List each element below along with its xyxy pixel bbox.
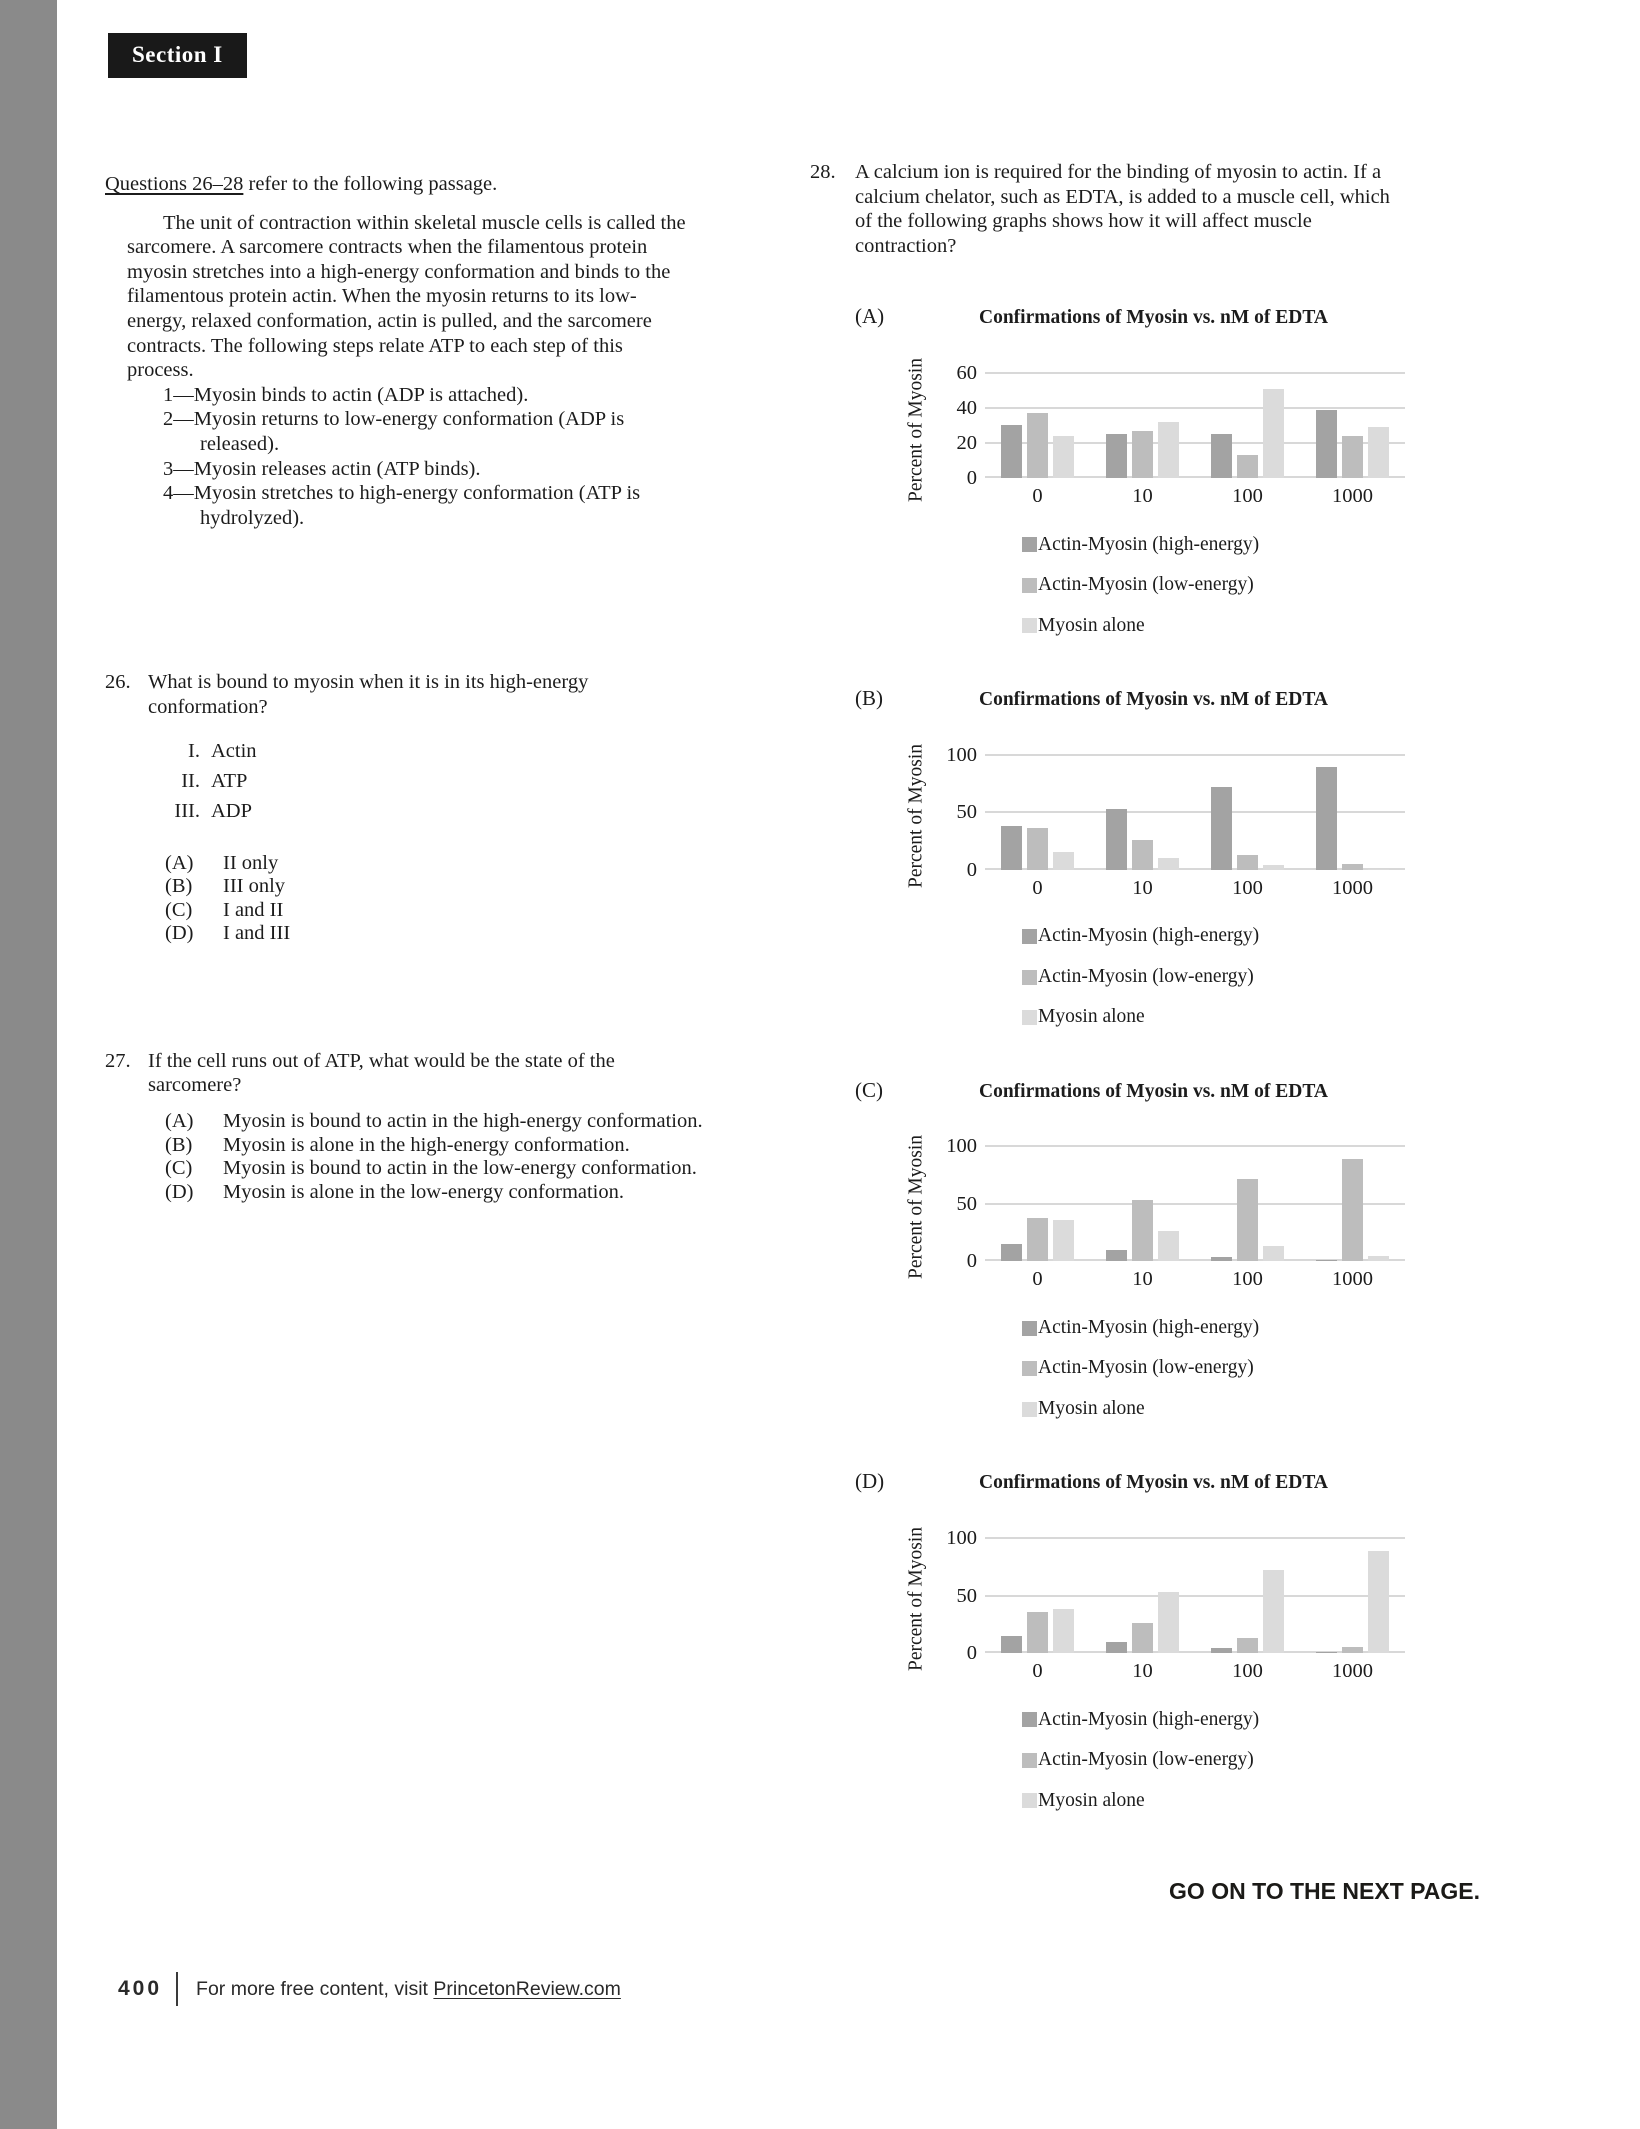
bar-group <box>985 826 1090 870</box>
legend-item <box>1022 997 1482 1038</box>
legend-label: Myosin alone <box>1038 1397 1145 1419</box>
bar <box>1158 422 1179 478</box>
page-edge-strip <box>0 0 57 2129</box>
footer-divider <box>176 1972 178 2006</box>
x-tick-label: 1000 <box>1332 1268 1373 1291</box>
x-tick-label: 0 <box>1032 1660 1043 1683</box>
passage-steps <box>127 383 657 531</box>
answer-options <box>165 1110 767 1204</box>
y-tick-label: 100 <box>946 1527 977 1550</box>
y-tick-label: 50 <box>956 1192 977 1215</box>
bar <box>1316 767 1337 869</box>
chart-legend <box>1022 1700 1482 1822</box>
option-letter: (A) <box>165 1110 194 1133</box>
bar <box>1316 410 1337 478</box>
legend-label: Actin-Myosin (low-energy) <box>1038 1749 1254 1771</box>
bar <box>1106 809 1127 870</box>
bar <box>1211 434 1232 478</box>
bar <box>1053 1609 1074 1653</box>
legend-item <box>1022 565 1482 606</box>
bar <box>1211 1648 1232 1653</box>
x-tick-label: 10 <box>1132 1268 1153 1291</box>
chart-x-labels <box>985 876 1405 901</box>
section-header <box>108 33 247 78</box>
footer-link[interactable]: PrincetonReview.com <box>433 1977 621 2000</box>
question-number: 26. <box>105 671 131 694</box>
chart-x-labels <box>985 1267 1405 1292</box>
questions-range: Questions 26–28 <box>105 173 244 195</box>
bar <box>1001 826 1022 870</box>
passage-step: 3—Myosin releases actin (ATP binds). <box>163 457 481 480</box>
option-letter: (D) <box>165 1180 194 1203</box>
bar <box>1001 1636 1022 1653</box>
chart-legend <box>1022 916 1482 1038</box>
chart-title: Confirmations of Myosin vs. nM of EDTA <box>978 1080 1329 1102</box>
x-tick-label: 10 <box>1132 484 1153 507</box>
chart-legend <box>1022 525 1482 647</box>
legend-swatch <box>1022 1402 1037 1417</box>
chart-x-labels <box>985 1659 1405 1684</box>
answer-option <box>165 899 767 923</box>
answer-options <box>165 852 767 946</box>
bar <box>1342 864 1363 870</box>
bar-group <box>985 1218 1090 1262</box>
roman-item <box>105 796 767 826</box>
answer-option <box>165 922 767 946</box>
chart-y-axis-label: Percent of Myosin <box>905 1135 927 1280</box>
passage-step: 1—Myosin binds to actin (ADP is attached). <box>163 383 529 406</box>
legend-swatch <box>1022 929 1037 944</box>
legend-item <box>1022 957 1482 998</box>
y-tick-label: 100 <box>946 743 977 766</box>
bar <box>1263 865 1284 870</box>
bar <box>1368 1256 1389 1262</box>
answer-charts <box>810 304 1482 1821</box>
bar <box>1368 869 1389 870</box>
question-26 <box>105 670 767 946</box>
legend-label: Actin-Myosin (high-energy) <box>1038 1316 1260 1338</box>
chart-option-label: (A) <box>855 304 885 329</box>
intro-rest: refer to the following passage. <box>243 173 498 195</box>
x-tick-label: 1000 <box>1332 1660 1373 1683</box>
x-tick-label: 100 <box>1232 1660 1263 1683</box>
legend-item <box>1022 1700 1482 1741</box>
x-tick-label: 1000 <box>1332 876 1373 899</box>
bar-groups <box>985 755 1405 870</box>
option-text: Myosin is alone in the low-energy conformation. <box>223 1180 625 1203</box>
chart-plot <box>946 1527 1405 1665</box>
answer-option <box>165 1181 767 1205</box>
x-tick-label: 100 <box>1232 484 1263 507</box>
bar <box>1132 1200 1153 1261</box>
bar <box>1368 1551 1389 1653</box>
chart-title: Confirmations of Myosin vs. nM of EDTA <box>978 1472 1329 1494</box>
chart-y-axis-label: Percent of Myosin <box>905 357 927 502</box>
bar <box>1027 1612 1048 1653</box>
option-text: II only <box>223 851 279 874</box>
bar <box>1237 1179 1258 1262</box>
bar <box>1368 427 1389 478</box>
bar <box>1027 828 1048 869</box>
chart-option-c <box>810 1078 1482 1430</box>
bar-group <box>985 413 1090 478</box>
bar <box>1342 1159 1363 1261</box>
legend-swatch <box>1022 970 1037 985</box>
x-tick-label: 0 <box>1032 876 1043 899</box>
y-tick-label: 0 <box>966 858 977 881</box>
chart-option-label: (D) <box>855 1469 885 1494</box>
legend-item <box>1022 1781 1482 1822</box>
chart-option-label: (B) <box>855 686 883 711</box>
bar-group <box>1300 767 1405 869</box>
bar <box>1001 425 1022 478</box>
chart-option-d <box>810 1469 1482 1821</box>
passage-intro <box>105 172 767 197</box>
option-text: I and II <box>223 898 284 921</box>
bar <box>1053 1220 1074 1261</box>
answer-option <box>165 1157 767 1181</box>
roman-numeral-list <box>105 736 767 826</box>
option-text: Myosin is bound to actin in the high-energy conformation. <box>223 1110 703 1133</box>
question-text: What is bound to myosin when it is in its high-energy conformation? <box>148 671 589 718</box>
option-letter: (D) <box>165 922 194 945</box>
bar <box>1237 1638 1258 1653</box>
left-column <box>105 172 767 1204</box>
page-footer <box>118 1972 621 2006</box>
option-letter: (B) <box>165 875 193 898</box>
bar-group <box>1195 389 1300 478</box>
option-letter: (C) <box>165 898 193 921</box>
legend-swatch <box>1022 537 1037 552</box>
y-tick-label: 0 <box>966 1250 977 1273</box>
go-on-text: GO ON TO THE NEXT PAGE. <box>1169 1878 1480 1905</box>
bar <box>1053 852 1074 869</box>
legend-label: Actin-Myosin (low-energy) <box>1038 574 1254 596</box>
chart-option-a <box>810 304 1482 646</box>
bar <box>1027 1218 1048 1262</box>
legend-label: Myosin alone <box>1038 1789 1145 1811</box>
legend-item <box>1022 1389 1482 1430</box>
bar <box>1106 1250 1127 1262</box>
bar <box>1106 1642 1127 1654</box>
option-letter: (A) <box>165 851 194 874</box>
bar <box>1316 1260 1337 1261</box>
roman-item-label: ADP <box>211 799 253 822</box>
bar-group <box>1090 809 1195 870</box>
bar-group <box>1195 1570 1300 1653</box>
section-label: Section I <box>132 42 223 67</box>
y-tick-label: 20 <box>956 431 977 454</box>
chart-title: Confirmations of Myosin vs. nM of EDTA <box>978 307 1329 329</box>
bar <box>1211 787 1232 870</box>
legend-label: Actin-Myosin (high-energy) <box>1038 1708 1260 1730</box>
bar-group <box>1300 1159 1405 1261</box>
question-28 <box>810 160 1482 258</box>
bar-groups <box>985 373 1405 478</box>
question-26-stem <box>105 670 767 719</box>
y-tick-label: 100 <box>946 1135 977 1158</box>
roman-item-numeral: III. <box>174 799 200 822</box>
legend-swatch <box>1022 1753 1037 1768</box>
chart-y-axis-label: Percent of Myosin <box>905 743 927 888</box>
chart-y-axis-label: Percent of Myosin <box>905 1527 927 1672</box>
legend-item <box>1022 916 1482 957</box>
legend-label: Myosin alone <box>1038 1006 1145 1028</box>
option-letter: (B) <box>165 1133 193 1156</box>
bar <box>1316 1652 1337 1653</box>
option-text: I and III <box>223 922 291 945</box>
legend-label: Actin-Myosin (high-energy) <box>1038 533 1260 555</box>
page-number: 400 <box>118 1977 163 2000</box>
bar-group <box>1300 410 1405 478</box>
x-tick-label: 0 <box>1032 484 1043 507</box>
bar <box>1263 1570 1284 1653</box>
bar-group <box>1090 1592 1195 1653</box>
x-tick-label: 0 <box>1032 1268 1043 1291</box>
question-text: If the cell runs out of ATP, what would be the state of the sarcomere? <box>148 1049 615 1097</box>
bar <box>1263 389 1284 478</box>
y-tick-label: 0 <box>966 466 977 489</box>
passage-step: 4—Myosin stretches to high-energy conformation (ATP is hydrolyzed). <box>163 482 641 529</box>
bar <box>1237 455 1258 478</box>
legend-swatch <box>1022 578 1037 593</box>
answer-option <box>165 1110 767 1134</box>
roman-item-numeral: II. <box>181 769 200 792</box>
roman-item-label: ATP <box>211 769 248 792</box>
legend-label: Actin-Myosin (low-energy) <box>1038 965 1254 987</box>
legend-item <box>1022 1348 1482 1389</box>
y-tick-label: 40 <box>956 396 977 419</box>
roman-item <box>105 766 767 796</box>
legend-swatch <box>1022 1361 1037 1376</box>
chart-title: Confirmations of Myosin vs. nM of EDTA <box>978 689 1329 711</box>
legend-swatch <box>1022 1321 1037 1336</box>
bar-group <box>1195 1179 1300 1262</box>
chart-x-labels <box>985 484 1405 509</box>
option-text: Myosin is alone in the high-energy conformation. <box>223 1133 630 1156</box>
bar <box>1132 840 1153 870</box>
right-column <box>810 160 1482 1904</box>
x-tick-label: 10 <box>1132 1660 1153 1683</box>
bar-groups <box>985 1538 1405 1653</box>
option-letter: (C) <box>165 1157 193 1180</box>
legend-label: Actin-Myosin (low-energy) <box>1038 1357 1254 1379</box>
legend-label: Myosin alone <box>1038 614 1145 636</box>
legend-item <box>1022 606 1482 647</box>
bar <box>1053 436 1074 478</box>
y-tick-label: 0 <box>966 1642 977 1665</box>
bar-group <box>1195 787 1300 870</box>
question-number: 27. <box>105 1049 131 1072</box>
chart-plot <box>946 1135 1405 1273</box>
legend-item <box>1022 1740 1482 1781</box>
question-27 <box>105 1049 767 1205</box>
chart-plot <box>956 361 1405 489</box>
legend-swatch <box>1022 1793 1037 1808</box>
bar <box>1211 1257 1232 1262</box>
x-tick-label: 100 <box>1232 1268 1263 1291</box>
bar-group <box>1090 422 1195 478</box>
bar <box>1342 436 1363 478</box>
bar <box>1342 1647 1363 1653</box>
answer-option <box>165 1134 767 1158</box>
bar <box>1237 855 1258 870</box>
bar <box>1158 858 1179 870</box>
passage-step: 2—Myosin returns to low-energy conformation (ADP is released). <box>163 408 625 455</box>
bar <box>1158 1231 1179 1261</box>
bar <box>1132 1623 1153 1653</box>
legend-item <box>1022 1308 1482 1349</box>
legend-label: Actin-Myosin (high-energy) <box>1038 925 1260 947</box>
bar-group <box>985 1609 1090 1653</box>
bar <box>1001 1244 1022 1261</box>
chart-option-b <box>810 686 1482 1038</box>
footer-message: For more free content, visit <box>196 1977 434 2000</box>
bar <box>1106 434 1127 478</box>
y-tick-label: 60 <box>956 361 977 384</box>
bar <box>1158 1592 1179 1653</box>
x-tick-label: 1000 <box>1332 484 1373 507</box>
chart-option-label: (C) <box>855 1077 883 1102</box>
legend-item <box>1022 525 1482 566</box>
bar-group <box>1090 1200 1195 1261</box>
option-text: Myosin is bound to actin in the low-energy conformation. <box>223 1157 697 1180</box>
roman-item <box>105 736 767 766</box>
footer-text <box>196 1978 621 2001</box>
x-tick-label: 100 <box>1232 876 1263 899</box>
bar <box>1027 413 1048 478</box>
question-text: A calcium ion is required for the binding of myosin to actin. If a calcium chelator, such as EDTA, is added to a muscle cell, which of the following graphs shows how it will affect muscle contraction? <box>855 161 1390 257</box>
question-27-stem <box>105 1049 767 1098</box>
y-tick-label: 50 <box>956 1584 977 1607</box>
legend-swatch <box>1022 618 1037 633</box>
bar <box>1132 431 1153 478</box>
legend-swatch <box>1022 1010 1037 1025</box>
chart-plot <box>946 743 1405 881</box>
x-tick-label: 10 <box>1132 876 1153 899</box>
bar-group <box>1300 1551 1405 1653</box>
roman-item-label: Actin <box>211 739 257 762</box>
answer-option <box>165 875 767 899</box>
option-text: III only <box>223 875 286 898</box>
bar <box>1263 1246 1284 1261</box>
chart-legend <box>1022 1308 1482 1430</box>
passage-text: The unit of contraction within skeletal muscle cells is called the sarcomere. A sarcomere contracts when the filamentous protein myosin stretches into a high-energy conformation and binds to the filamentous protein actin. When the myosin returns to its low-energy, relaxed conformation, actin is pulled, and the sarcomere contracts. The following steps relate ATP to each step of this process. <box>127 211 686 382</box>
answer-option <box>165 852 767 876</box>
legend-swatch <box>1022 1712 1037 1727</box>
bar-groups <box>985 1146 1405 1261</box>
roman-item-numeral: I. <box>188 739 200 762</box>
question-number: 28. <box>810 161 836 183</box>
y-tick-label: 50 <box>956 801 977 824</box>
